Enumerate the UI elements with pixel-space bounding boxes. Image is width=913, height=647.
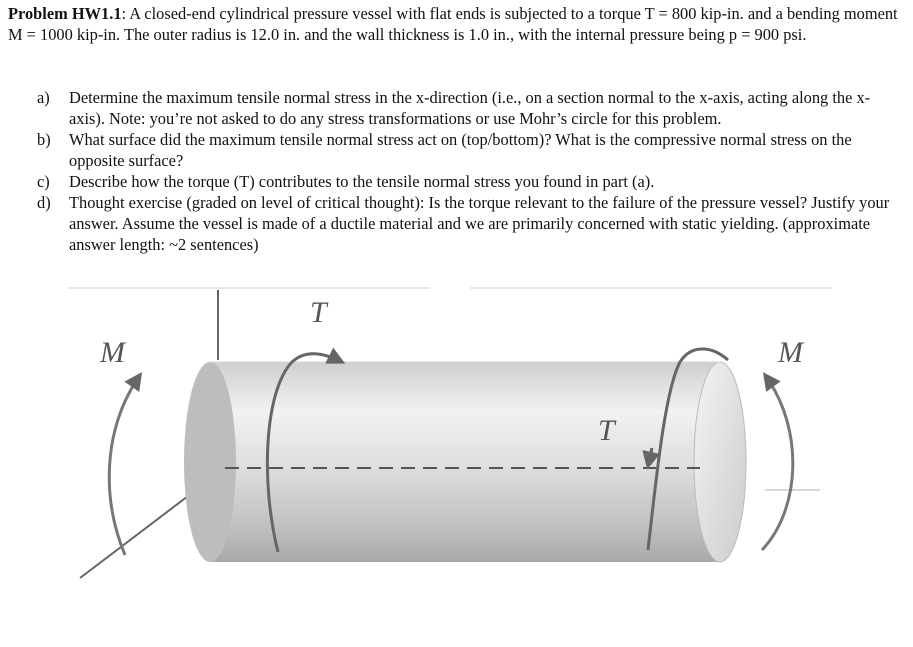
- question-a: [37, 87, 905, 129]
- moment-label-left: M: [100, 336, 125, 369]
- moment-arrow-left: [109, 375, 140, 555]
- question-a-label: a): [37, 88, 50, 107]
- question-a-text: Determine the maximum tensile normal stress in the x-direction (i.e., on a section normal to the x-axis, acting along the x-axis). Note: you’re not asked to do any stress transformations or use Mohr’s circle for this problem.: [69, 88, 871, 128]
- cylinder-left-end: [184, 362, 236, 562]
- torque-label-top: T: [310, 296, 327, 329]
- question-c-label: c): [37, 172, 50, 191]
- question-c: [37, 171, 905, 192]
- moment-arrow-right: [762, 375, 793, 550]
- problem-title: Problem HW1.1: [8, 4, 122, 23]
- question-b: [37, 129, 905, 171]
- question-d-label: d): [37, 193, 51, 212]
- pressure-vessel-figure: [60, 280, 840, 590]
- problem-statement: [8, 3, 903, 45]
- torque-label-mid: T: [598, 414, 615, 447]
- question-d: [37, 192, 905, 255]
- question-list: [37, 87, 905, 255]
- question-c-text: Describe how the torque (T) contributes to the tensile normal stress you found in part (a).: [69, 172, 655, 191]
- question-b-text: What surface did the maximum tensile normal stress act on (top/bottom)? What is the compressive normal stress on the opposite surface?: [69, 130, 852, 170]
- question-b-label: b): [37, 130, 51, 149]
- moment-label-right: M: [778, 336, 803, 369]
- cylinder-right-end: [694, 362, 746, 562]
- question-d-text: Thought exercise (graded on level of critical thought): Is the torque relevant to the failure of the pressure vessel? Justify your answer. Assume the vessel is made of a ductile material and we are primarily concerned with static yielding. (approximate answer length: ~2 sentences): [69, 193, 890, 254]
- problem-text: : A closed-end cylindrical pressure vessel with flat ends is subjected to a torque T = 800 kip-in. and a bending moment M = 1000 kip-in. The outer radius is 12.0 in. and the wall thickness is 1.0 in., with the internal pressure being p = 900 psi.: [8, 4, 898, 44]
